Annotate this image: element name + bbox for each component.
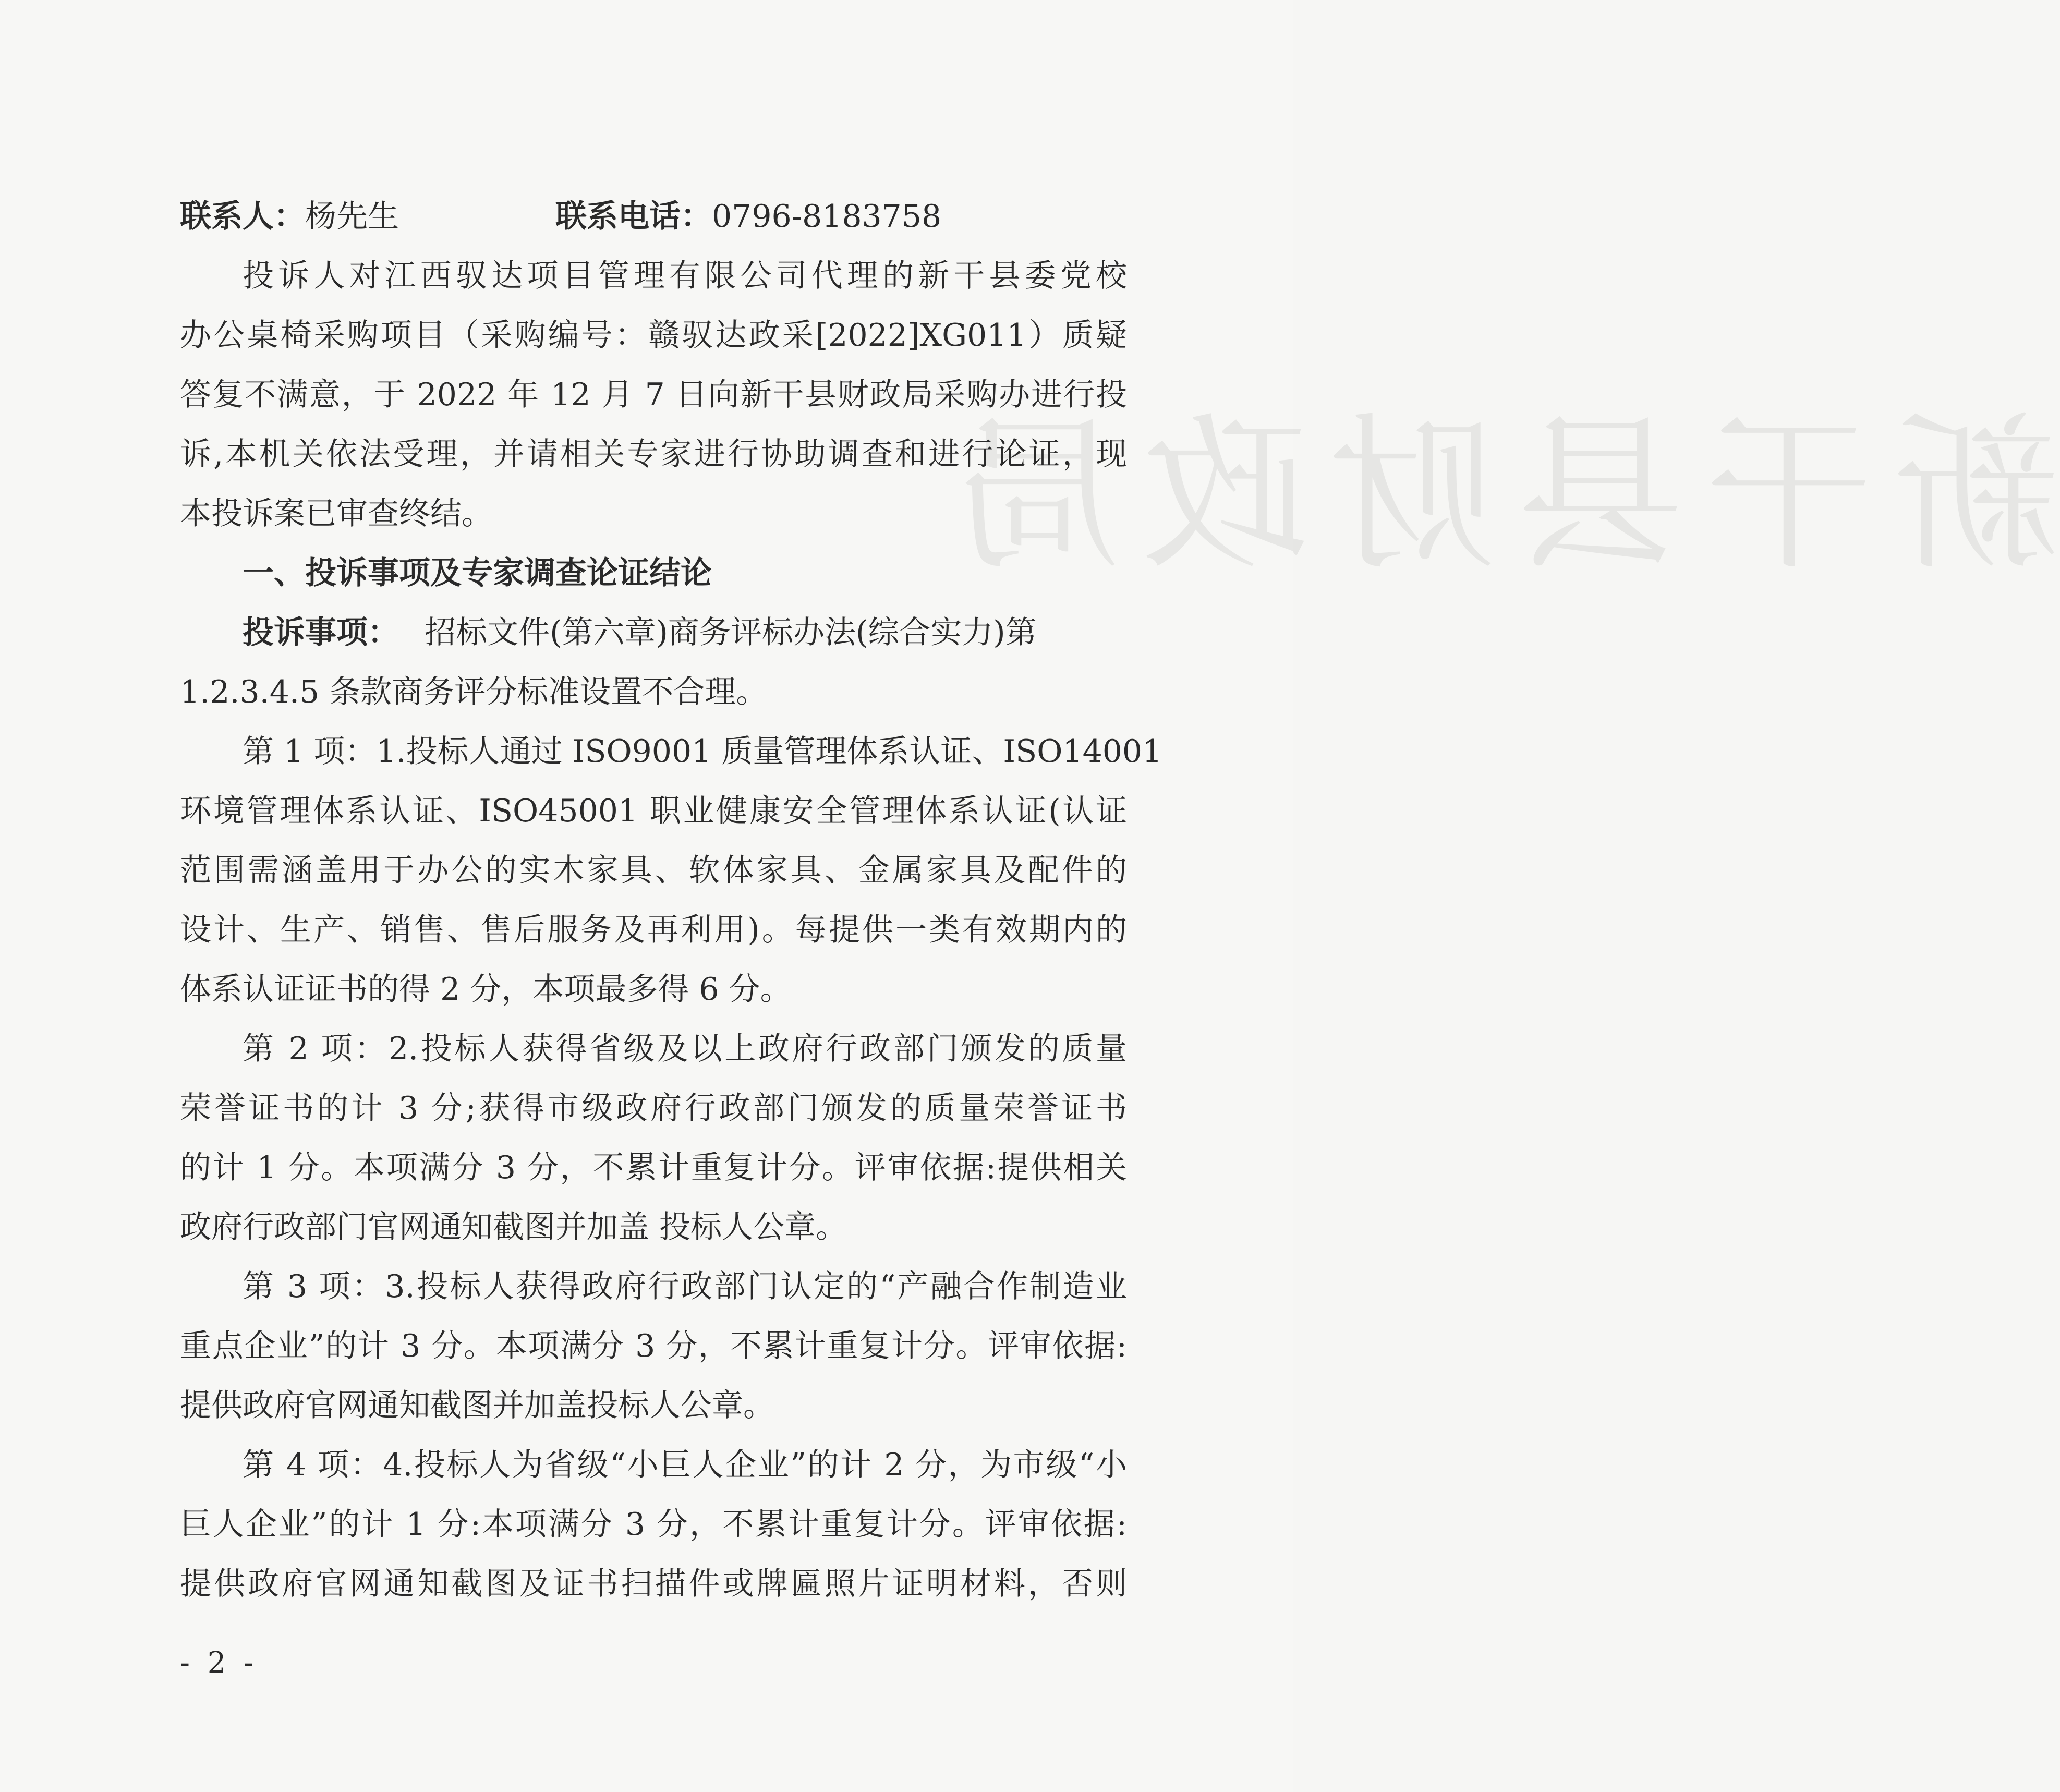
paragraph-line: 本投诉案已审查终结。 xyxy=(180,495,493,532)
paragraph-line: 投诉人对江西驭达项目管理有限公司代理的新干县委党校 xyxy=(243,258,1127,294)
page-number: - 2 - xyxy=(180,1646,258,1680)
paragraph-line: 答复不满意，于 2022 年 12 月 7 日向新干县财政局采购办进行投 xyxy=(180,377,1127,413)
paragraph-line: 第 3 项：3.投标人获得政府行政部门认定的“产融合作制造业 xyxy=(243,1268,1127,1305)
paragraph-line: 环境管理体系认证、ISO45001 职业健康安全管理体系认证(认证 xyxy=(180,793,1127,829)
paragraph-line: 提供政府官网通知截图并加盖投标人公章。 xyxy=(180,1387,774,1424)
complaint-label: 投诉事项： xyxy=(243,614,399,651)
contact-row xyxy=(180,187,1127,246)
item-1-paragraph xyxy=(180,722,1162,1019)
paragraph-line: 提供政府官网通知截图及证书扫描件或牌匾照片证明材料，否则 xyxy=(180,1566,1127,1602)
paragraph-line: 体系认证证书的得 2 分，本项最多得 6 分。 xyxy=(180,971,792,1008)
complaint-text: 招标文件(第六章)商务评标办法(综合实力)第 xyxy=(425,614,1037,651)
document-body xyxy=(180,187,1162,1614)
paragraph-line: 设计、生产、销售、售后服务及再利用)。每提供一类有效期内的 xyxy=(180,912,1127,948)
paragraph-line: 第 4 项：4.投标人为省级“小巨人企业”的计 2 分，为市级“小 xyxy=(243,1447,1127,1483)
contact-person xyxy=(180,187,555,246)
complaint-paragraph xyxy=(180,603,1127,722)
item-4-paragraph xyxy=(180,1435,1127,1614)
item-3-paragraph xyxy=(180,1257,1127,1435)
paragraph-line: 1.2.3.4.5 条款商务评分标准设置不合理。 xyxy=(180,674,768,710)
section-heading: 一、投诉事项及专家调查论证结论 xyxy=(243,555,712,591)
paragraph-line: 重点企业”的计 3 分。本项满分 3 分，不累计重复计分。评审依据: xyxy=(180,1328,1127,1364)
paragraph-line xyxy=(180,603,1127,662)
paragraph-line: 的计 1 分。本项满分 3 分，不累计重复计分。评审依据:提供相关 xyxy=(180,1149,1127,1186)
paragraph-line: 第 2 项：2.投标人获得省级及以上政府行政部门颁发的质量 xyxy=(243,1031,1127,1067)
bleed-through-seal-text: 新干县财政局 xyxy=(934,398,2060,592)
paragraph-line: 办公桌椅采购项目（采购编号：赣驭达政采[2022]XG011）质疑 xyxy=(180,317,1127,354)
paragraph-line: 诉,本机关依法受理，并请相关专家进行协助调查和进行论证，现 xyxy=(180,436,1127,473)
contact-phone-label: 联系电话： xyxy=(555,198,712,235)
paragraph-line: 范围需涵盖用于办公的实木家具、软体家具、金属家具及配件的 xyxy=(180,852,1127,889)
paragraph-line: 荣誉证书的计 3 分;获得市级政府行政部门颁发的质量荣誉证书 xyxy=(180,1090,1127,1127)
contact-person-value: 杨先生 xyxy=(305,198,399,235)
intro-paragraph xyxy=(180,246,1127,543)
contact-person-label: 联系人： xyxy=(180,198,305,235)
paragraph-line: 政府行政部门官网通知截图并加盖 投标人公章。 xyxy=(180,1209,847,1245)
paragraph-line: 巨人企业”的计 1 分:本项满分 3 分，不累计重复计分。评审依据: xyxy=(180,1506,1127,1543)
contact-phone-value: 0796-8183758 xyxy=(712,198,942,235)
item-2-paragraph xyxy=(180,1019,1127,1257)
paragraph-line: 第 1 项：1.投标人通过 ISO9001 质量管理体系认证、ISO14001 xyxy=(243,733,1162,770)
